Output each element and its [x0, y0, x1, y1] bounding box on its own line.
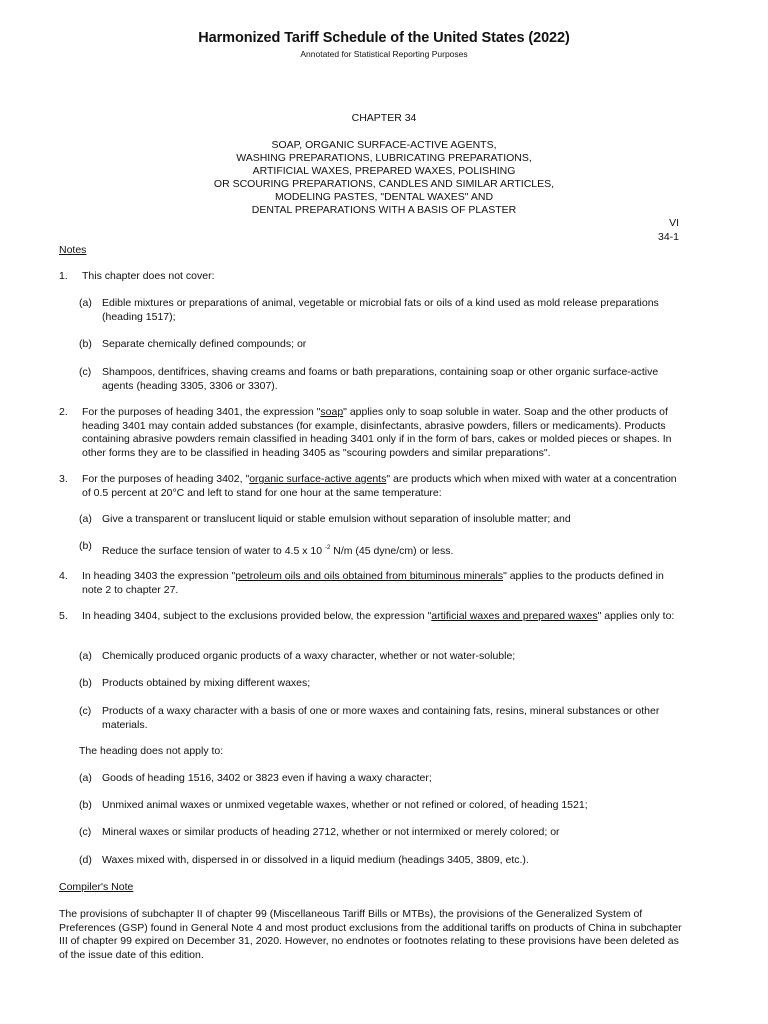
subitem-text: Reduce the surface tension of water to 4.5 x 10 $^{-2}$ N/m (45 dyne/cm) or less. [102, 545, 454, 557]
subitem-text: Mineral waxes or similar products of heading 2712, whether or not intermixed or merely colored; or [102, 826, 560, 838]
subitem-text: Shampoos, dentifrices, shaving creams and foams or bath preparations, containing soap or other organic surface-active agents (heading 3305, 3306 or 3307). [102, 366, 659, 392]
subitem-label: (a) [79, 297, 92, 309]
chapter-heading-line: MODELING PASTES, "DENTAL WAXES" AND [274, 191, 494, 203]
chapter-heading-line: OR SCOURING PREPARATIONS, CANDLES AND SIMILAR ARTICLES, [213, 178, 555, 190]
defined-term: artificial waxes and prepared waxes [431, 610, 598, 622]
subitem-label: (c) [79, 705, 92, 717]
compilers-note-text: The provisions of subchapter II of chapter 99 (Miscellaneous Tariff Bills or MTBs), the provisions of the Generalized System of Preferences (GSP) found in General Note 4 and most product exclusions from the additional tariffs on products of China in subchapter III of chapter 99 expired on December 31, 2020. However, no endnotes or footnotes relating to these provisions have been deleted as of the issue date of this edition. [59, 908, 682, 961]
chapter-heading-line: ARTIFICIAL WAXES, PREPARED WAXES, POLISHING [252, 165, 516, 177]
chapter-heading-line: WASHING PREPARATIONS, LUBRICATING PREPARATIONS, [236, 152, 532, 164]
defined-term: organic surface-active agents [249, 473, 387, 485]
exclusion-intro: The heading does not apply to: [79, 745, 224, 757]
subitem-label: (b) [79, 677, 92, 689]
subitem-label: (c) [79, 366, 92, 378]
note-number: 4. [59, 570, 68, 582]
chapter-number: CHAPTER 34 [351, 112, 417, 124]
subitem-label: (b) [79, 799, 92, 811]
chapter-heading-line: DENTAL PREPARATIONS WITH A BASIS OF PLASTER [251, 204, 517, 216]
compilers-note-heading: Compiler's Note [59, 881, 134, 893]
note-text: This chapter does not cover: [82, 270, 215, 282]
subitem-label: (b) [79, 540, 92, 552]
subitem-text: Separate chemically defined compounds; or [102, 338, 307, 350]
defined-term: soap [320, 406, 344, 418]
notes-heading: Notes [59, 244, 87, 256]
subitem-label: (a) [79, 513, 92, 525]
page-number: 34-1 [657, 231, 679, 243]
subitem-label: (a) [79, 650, 92, 662]
subitem-text: Unmixed animal waxes or unmixed vegetable waxes, whether or not refined or colored, of heading 1521; [102, 799, 588, 811]
note-4-text: In heading 3403 the expression "petroleum oils and oils obtained from bituminous minerals" applies to the products defined in note 2 to chapter 27. [82, 570, 664, 596]
note-number: 1. [59, 270, 68, 282]
document-title: Harmonized Tariff Schedule of the United States (2022) [198, 30, 570, 46]
document-subtitle: Annotated for Statistical Reporting Purposes [300, 49, 468, 59]
subitem-label: (d) [79, 854, 92, 866]
subitem-text: Products of a waxy character with a basis of one or more waxes and containing fats, resins, mineral substances or other materials. [102, 705, 660, 731]
subitem-text: Edible mixtures or preparations of animal, vegetable or microbial fats or oils of a kind used as mold release preparations (heading 1517); [102, 297, 659, 323]
note-number: 5. [59, 610, 68, 622]
chapter-heading-line: SOAP, ORGANIC SURFACE-ACTIVE AGENTS, [271, 139, 497, 151]
subitem-text: Waxes mixed with, dispersed in or dissolved in a liquid medium (headings 3405, 3809, etc.). [102, 854, 529, 866]
defined-term: petroleum oils and oils obtained from bituminous minerals [235, 570, 504, 582]
note-number: 2. [59, 406, 68, 418]
subitem-text: Give a transparent or translucent liquid or stable emulsion without separation of insoluble matter; and [102, 513, 571, 525]
section-number: VI [669, 217, 679, 229]
subitem-text: Goods of heading 1516, 3402 or 3823 even if having a waxy character; [102, 772, 432, 784]
note-number: 3. [59, 473, 68, 485]
subitem-label: (c) [79, 826, 92, 838]
subitem-text: Products obtained by mixing different waxes; [102, 677, 311, 689]
note-2-text: For the purposes of heading 3401, the expression "soap" applies only to soap soluble in water. Soap and the other products of heading 3401 may contain added substances (for example, disinfectants, abrasive powders, fillers or medicaments). Products containing abrasive powders remain classified in heading 3401 only if in the form of bars, cakes or molded pieces or shapes. In other forms they are to be classified in heading 3405 as "scouring powders and similar preparations". [82, 406, 672, 459]
subitem-label: (a) [79, 772, 92, 784]
note-5-text: In heading 3404, subject to the exclusions provided below, the expression "artificial waxes and prepared waxes" applies only to: [82, 610, 675, 622]
subitem-text: Chemically produced organic products of a waxy character, whether or not water-soluble; [102, 650, 516, 662]
subitem-label: (b) [79, 338, 92, 350]
note-3-text: For the purposes of heading 3402, "organic surface-active agents" are products which when mixed with water at a concentration of 0.5 percent at 20°C and left to stand for one hour at the same temperature: [82, 473, 677, 499]
